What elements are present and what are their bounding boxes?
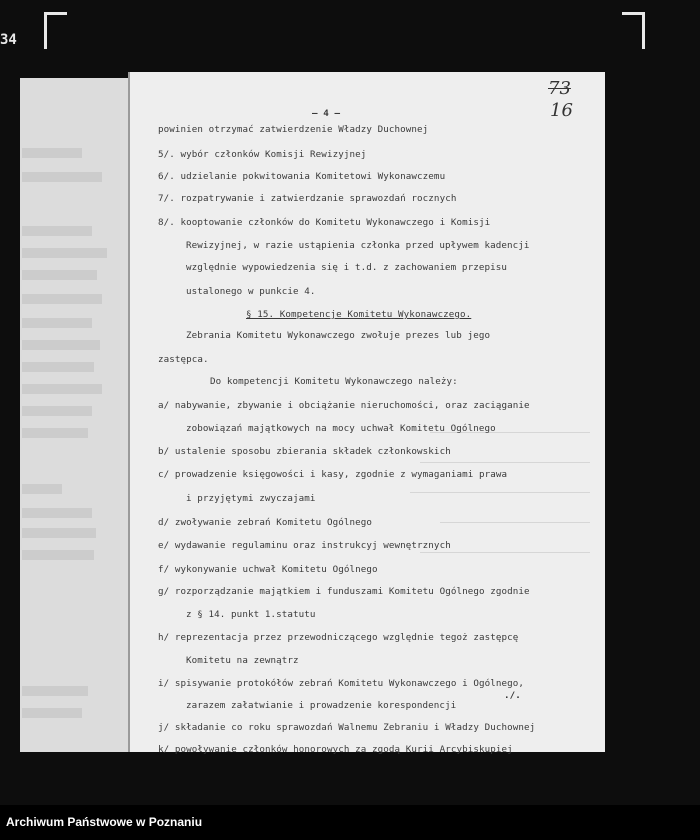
list-item: d/ zwoływanie zebrań Komitetu Ogólnego xyxy=(158,517,372,528)
bleed-through-line xyxy=(22,294,102,304)
text-line: 5/. wybór członków Komisji Rewizyjnej xyxy=(158,149,367,160)
bleed-through-line xyxy=(22,362,94,372)
list-item: zarazem załatwianie i prowadzenie korespondencji xyxy=(186,700,457,711)
end-mark: ./. xyxy=(504,690,521,701)
list-item: g/ rozporządzanie majątkiem i funduszami Komitetu Ogólnego zgodnie xyxy=(158,586,530,597)
list-item: b/ ustalenie sposobu zbierania składek członkowskich xyxy=(158,446,451,457)
frame-corner-mark-left xyxy=(44,12,67,49)
list-item: e/ wydawanie regulaminu oraz instrukcyj wewnętrznych xyxy=(158,540,451,551)
text-line: ustalonego w punkcie 4. xyxy=(186,286,316,297)
frame-number: 34 xyxy=(0,32,17,48)
list-item: a/ nabywanie, zbywanie i obciążanie nieruchomości, oraz zaciąganie xyxy=(158,400,530,411)
list-item: i przyjętymi zwyczajami xyxy=(186,493,316,504)
bleed-through-line xyxy=(22,248,107,258)
bleed-through-line xyxy=(22,508,92,518)
bleed-through-line xyxy=(22,172,102,182)
bleed-through-line xyxy=(22,406,92,416)
bleed-through-line xyxy=(22,384,102,394)
text-line: powinien otrzymać zatwierdzenie Władzy Duchownej xyxy=(158,124,429,135)
handwritten-old-folio: 73 xyxy=(548,78,571,99)
text-line: 6/. udzielanie pokwitowania Komitetowi Wykonawczemu xyxy=(158,171,446,182)
back-page xyxy=(20,78,130,752)
list-item: z § 14. punkt 1.statutu xyxy=(186,609,316,620)
list-item: j/ składanie co roku sprawozdań Walnemu Zebraniu i Władzy Duchownej xyxy=(158,722,536,733)
list-item: f/ wykonywanie uchwał Komitetu Ogólnego xyxy=(158,564,378,575)
bleed-through-line xyxy=(22,484,62,494)
bleed-through-line xyxy=(22,708,82,718)
bleed-through-line xyxy=(440,522,590,523)
bleed-through-line xyxy=(22,428,88,438)
text-line: Do kompetencji Komitetu Wykonawczego należy: xyxy=(210,376,458,387)
bleed-through-line xyxy=(420,462,590,463)
section-heading: § 15. Kompetencje Komitetu Wykonawczego. xyxy=(246,309,472,320)
bleed-through-line xyxy=(420,552,590,553)
text-line: 8/. kooptowanie członków do Komitetu Wykonawczego i Komisji xyxy=(158,217,491,228)
bleed-through-line xyxy=(22,270,97,280)
bleed-through-line xyxy=(22,528,96,538)
list-item: zobowiązań majątkowych na mocy uchwał Komitetu Ogólnego xyxy=(186,423,496,434)
archive-name: Archiwum Państwowe w Poznaniu xyxy=(6,815,203,829)
bleed-through-line xyxy=(22,318,92,328)
list-item: k/ powoływanie członków honorowych za zgodą Kurii Arcybiskupiej xyxy=(158,744,513,755)
bleed-through-line xyxy=(22,550,94,560)
bleed-through-line xyxy=(410,492,590,493)
page-number: — 4 — xyxy=(312,108,341,119)
text-line: zastępca. xyxy=(158,354,209,365)
list-item: Komitetu na zewnątrz xyxy=(186,655,299,666)
bleed-through-line xyxy=(22,226,92,236)
text-line: 7/. rozpatrywanie i zatwierdzanie sprawozdań rocznych xyxy=(158,193,457,204)
bleed-through-line xyxy=(22,340,100,350)
frame-corner-mark-right xyxy=(622,12,645,49)
document-page xyxy=(130,72,605,755)
text-line: Rewizyjnej, w razie ustąpienia członka przed upływem kadencji xyxy=(186,240,530,251)
list-item: h/ reprezentacja przez przewodniczącego względnie tegoż zastępcę xyxy=(158,632,519,643)
text-line: Zebrania Komitetu Wykonawczego zwołuje prezes lub jego xyxy=(186,330,491,341)
list-item: i/ spisywanie protokółów zebrań Komitetu Wykonawczego i Ogólnego, xyxy=(158,678,525,689)
archive-footer xyxy=(0,805,700,840)
bleed-through-line xyxy=(22,686,88,696)
list-item: c/ prowadzenie księgowości i kasy, zgodnie z wymaganiami prawa xyxy=(158,469,508,480)
handwritten-folio-number: 16 xyxy=(550,100,573,121)
bleed-through-line xyxy=(22,148,82,158)
text-line: względnie wypowiedzenia się i t.d. z zachowaniem przepisu xyxy=(186,262,507,273)
